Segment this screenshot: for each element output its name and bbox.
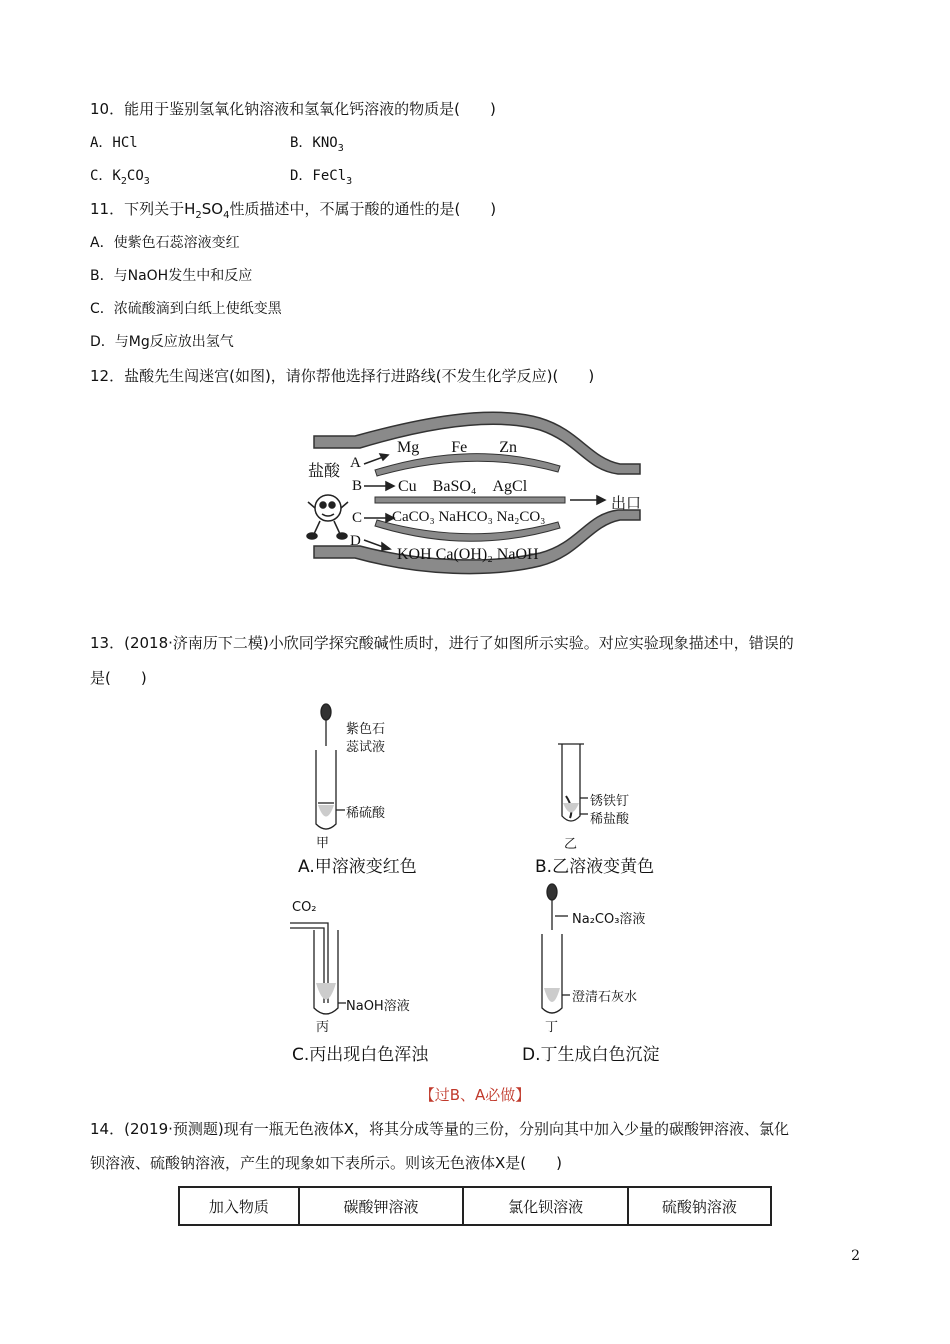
jia-reagent-line2: 蕊试液 [346,740,386,755]
maze-row-a: Mg Fe Zn [397,439,518,456]
q14-stem-line1: 14．(2019·预测题)现有一瓶无色液体X，将其分成等量的三份，分别向其中加入少量的碳酸钾溶液、氯化 [90,1120,790,1138]
q13-stem-line2: 是( ) [90,669,147,687]
q11-stem: 11．下列关于$H_2SO_4$性质描述中，不属于酸的通性的是( ) [90,200,497,221]
jia-name: 甲 [316,836,330,851]
q10-stem: 10．能用于鉴别氢氧化钠溶液和氢氧化钙溶液的物质是( ) [90,100,496,118]
q11-option-c: C．浓硫酸滴到白纸上使纸变黑 [90,301,282,317]
q12-stem: 12．盐酸先生闯迷宫(如图)，请你帮他选择行进路线(不发生化学反应)( ) [90,367,595,385]
bing-gas-label: CO₂ [292,900,317,915]
yi-reagent-line2: 稀盐酸 [590,812,630,827]
q14-stem-line2: 钡溶液、硫酸钠溶液，产生的现象如下表所示。则该无色液体X是( ) [90,1154,562,1172]
bing-liquid-label: NaOH溶液 [346,999,410,1014]
ding-name: 丁 [545,1020,559,1035]
caption-a: A.甲溶液变红色 [298,857,417,877]
jia-reagent-line1: 紫色石 [346,722,386,737]
table-header-cell: 硫酸钠溶液 [628,1187,771,1225]
table-header-cell: 氯化钡溶液 [463,1187,628,1225]
maze-letter-a: A [350,455,361,471]
ding-liquid-label: 澄清石灰水 [572,990,638,1005]
ding-reagent-label: Na₂CO₃溶液 [572,912,646,927]
yi-name: 乙 [564,837,578,852]
maze-divider-bc [375,497,565,503]
maze-letter-c: C [352,510,363,526]
jia-liquid-label: 稀硫酸 [346,806,386,821]
maze-acid-label: 盐酸 [308,461,341,480]
maze-row-c: CaCO₃ NaHCO₃ Na₂CO₃ [392,509,546,525]
page-number: 2 [851,1248,860,1264]
table-header-row [179,1187,771,1225]
maze-row-d: KOH Ca(OH)₂ NaOH [397,546,539,563]
q10-option-a: A．HCl [90,135,138,151]
caption-c: C.丙出现白色浑浊 [292,1045,429,1065]
table-header-cell: 碳酸钾溶液 [299,1187,464,1225]
q11-option-a: A．使紫色石蕊溶液变红 [90,235,240,251]
maze-row-b: Cu BaSO₄ AgCl [398,478,528,495]
q13-stem-line1: 13．(2018·济南历下二模)小欣同学探究酸碱性质时，进行了如图所示实验。对应实验现象描述中，错误的 [90,634,794,652]
yi-reagent-line1: 锈铁钉 [590,794,630,809]
table-header-cell: 加入物质 [179,1187,299,1225]
section-title: 【过B、A必做】 [419,1086,531,1104]
q10-option-d: D．FeCl$_3$ [290,168,353,187]
q10-option-c: C．$K_2CO_3$ [90,168,150,187]
maze-exit-label: 出口 [611,494,642,512]
q10-option-b: B．$KNO_3$ [290,135,344,154]
acid-mascot [307,495,348,539]
bing-name: 丙 [316,1020,330,1035]
q14-table [178,1186,772,1226]
maze-letter-b: B [352,478,363,494]
caption-b: B.乙溶液变黄色 [535,857,655,877]
q11-option-d: D．与Mg反应放出氢气 [90,334,234,350]
maze-letter-d: D [350,533,361,549]
caption-d: D.丁生成白色沉淀 [522,1045,660,1065]
q11-option-b: B．与NaOH发生中和反应 [90,268,253,284]
